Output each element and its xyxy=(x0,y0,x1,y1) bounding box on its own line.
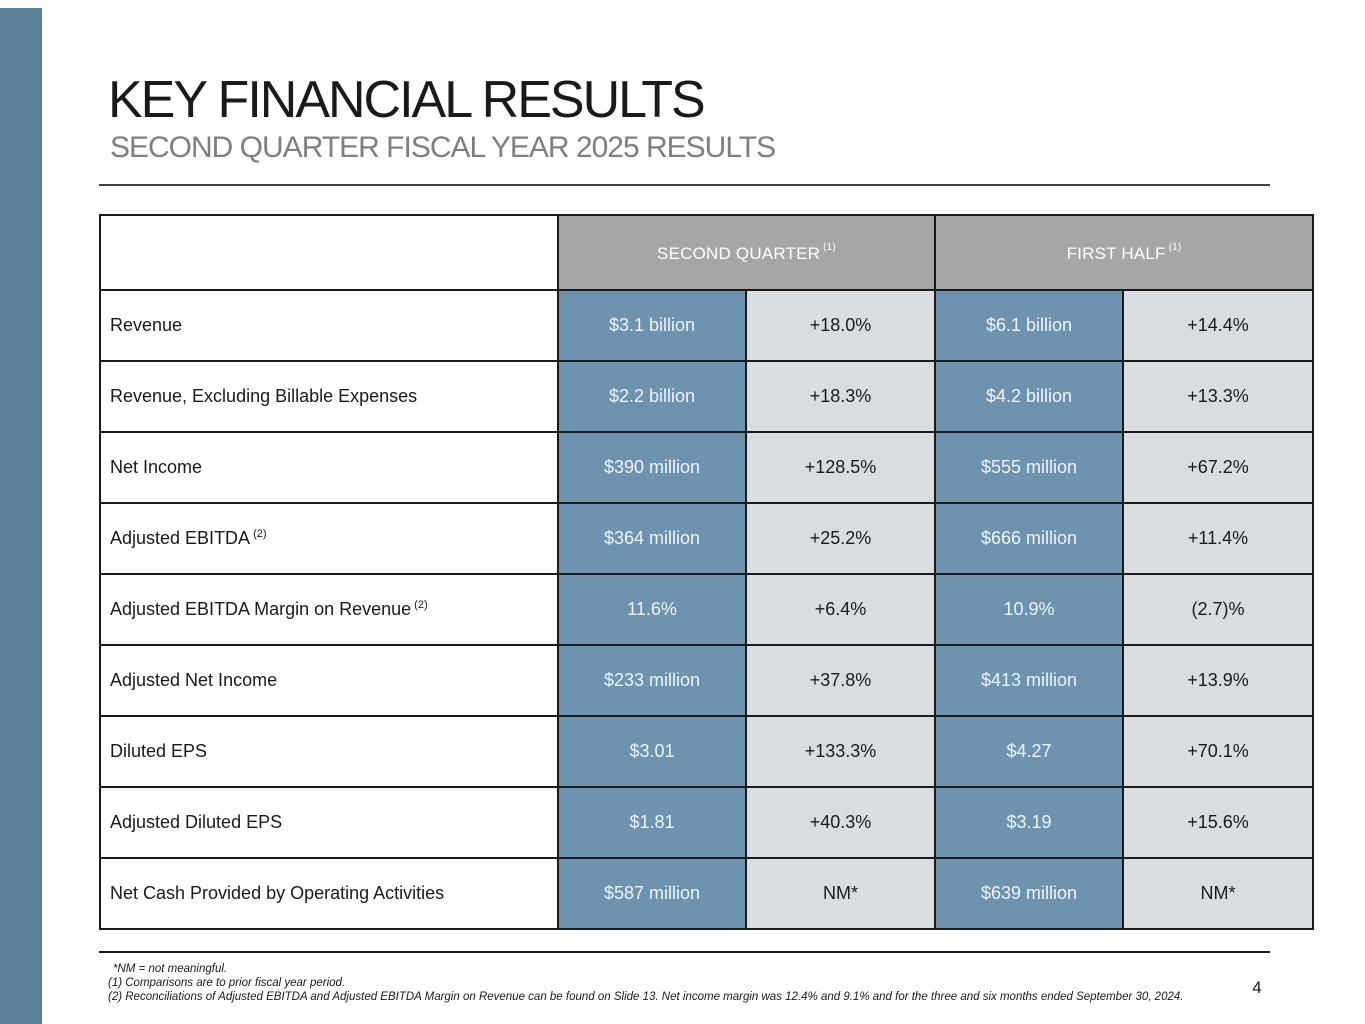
metric-change-cell: +37.8% xyxy=(746,645,935,716)
metric-value-cell: $413 million xyxy=(935,645,1123,716)
footer-divider xyxy=(99,951,1270,953)
metric-value-cell: $4.27 xyxy=(935,716,1123,787)
page-subtitle: SECOND QUARTER FISCAL YEAR 2025 RESULTS xyxy=(110,131,776,164)
row-label: Net Cash Provided by Operating Activities xyxy=(100,858,558,929)
table-row xyxy=(100,787,1313,858)
column-group-label: SECOND QUARTER xyxy=(657,243,821,263)
row-label: Adjusted Net Income xyxy=(100,645,558,716)
metric-value-cell: $233 million xyxy=(558,645,746,716)
footnotes xyxy=(108,962,1208,1004)
header-spacer-cell xyxy=(100,215,558,290)
metric-value-cell: $666 million xyxy=(935,503,1123,574)
metric-change-cell: +133.3% xyxy=(746,716,935,787)
metric-value-cell: $1.81 xyxy=(558,787,746,858)
row-label: Net Income xyxy=(100,432,558,503)
row-label: Adjusted Diluted EPS xyxy=(100,787,558,858)
metric-change-cell: +14.4% xyxy=(1123,290,1313,361)
row-label: Diluted EPS xyxy=(100,716,558,787)
column-group-second-quarter xyxy=(558,215,935,290)
metric-change-cell: +13.3% xyxy=(1123,361,1313,432)
metric-change-cell: +18.3% xyxy=(746,361,935,432)
metric-value-cell: $6.1 billion xyxy=(935,290,1123,361)
row-label: Revenue, Excluding Billable Expenses xyxy=(100,361,558,432)
metric-change-cell: +67.2% xyxy=(1123,432,1313,503)
metric-change-cell: +6.4% xyxy=(746,574,935,645)
metric-change-cell: +40.3% xyxy=(746,787,935,858)
column-group-first-half xyxy=(935,215,1313,290)
metric-value-cell: 11.6% xyxy=(558,574,746,645)
metric-value-cell: $2.2 billion xyxy=(558,361,746,432)
footnote-nm: *NM = not meaningful. xyxy=(113,963,228,975)
metric-change-cell: +128.5% xyxy=(746,432,935,503)
table-header-row xyxy=(100,215,1313,290)
financial-results-table xyxy=(99,214,1314,930)
table-row xyxy=(100,645,1313,716)
metric-value-cell: $3.1 billion xyxy=(558,290,746,361)
metric-value-cell: $390 million xyxy=(558,432,746,503)
table-row xyxy=(100,432,1313,503)
footnote-2: (2) Reconciliations of Adjusted EBITDA and Adjusted EBITDA Margin on Revenue can be found on Slide 13. Net income margin was 12.4% and 9.1% and for the three and six months ended September 30, 2024. xyxy=(108,991,1184,1003)
metric-change-cell: +13.9% xyxy=(1123,645,1313,716)
row-label: Adjusted EBITDA Margin on Revenue $^{(2)}$ xyxy=(100,574,558,645)
table-row xyxy=(100,574,1313,645)
metric-change-cell: +15.6% xyxy=(1123,787,1313,858)
footnote-1: (1) Comparisons are to prior fiscal year period. xyxy=(108,977,346,989)
row-label: Adjusted EBITDA $^{(2)}$ xyxy=(100,503,558,574)
metric-change-cell: +70.1% xyxy=(1123,716,1313,787)
table-row xyxy=(100,716,1313,787)
metric-value-cell: $587 million xyxy=(558,858,746,929)
page-title: KEY FINANCIAL RESULTS xyxy=(108,71,704,129)
metric-value-cell: $3.01 xyxy=(558,716,746,787)
page-number: 4 xyxy=(1252,978,1262,997)
title-divider xyxy=(99,184,1270,186)
footnote-marker: (2) xyxy=(253,528,267,540)
row-label: Revenue xyxy=(100,290,558,361)
metric-change-cell: (2.7)% xyxy=(1123,574,1313,645)
metric-value-cell: $639 million xyxy=(935,858,1123,929)
metric-value-cell: $555 million xyxy=(935,432,1123,503)
table-row xyxy=(100,503,1313,574)
footnote-marker: (1) xyxy=(1168,241,1182,253)
metric-change-cell: +18.0% xyxy=(746,290,935,361)
metric-change-cell: +11.4% xyxy=(1123,503,1313,574)
table-row xyxy=(100,858,1313,929)
metric-value-cell: $364 million xyxy=(558,503,746,574)
table-row xyxy=(100,290,1313,361)
sidebar-accent-bar xyxy=(0,8,42,1024)
metric-value-cell: $4.2 billion xyxy=(935,361,1123,432)
metric-change-cell: NM* xyxy=(746,858,935,929)
metric-change-cell: NM* xyxy=(1123,858,1313,929)
metric-value-cell: 10.9% xyxy=(935,574,1123,645)
footnote-marker: (2) xyxy=(414,599,428,611)
table-row xyxy=(100,361,1313,432)
column-group-label: FIRST HALF xyxy=(1066,243,1166,263)
metric-value-cell: $3.19 xyxy=(935,787,1123,858)
metric-change-cell: +25.2% xyxy=(746,503,935,574)
footnote-marker: (1) xyxy=(823,241,836,253)
